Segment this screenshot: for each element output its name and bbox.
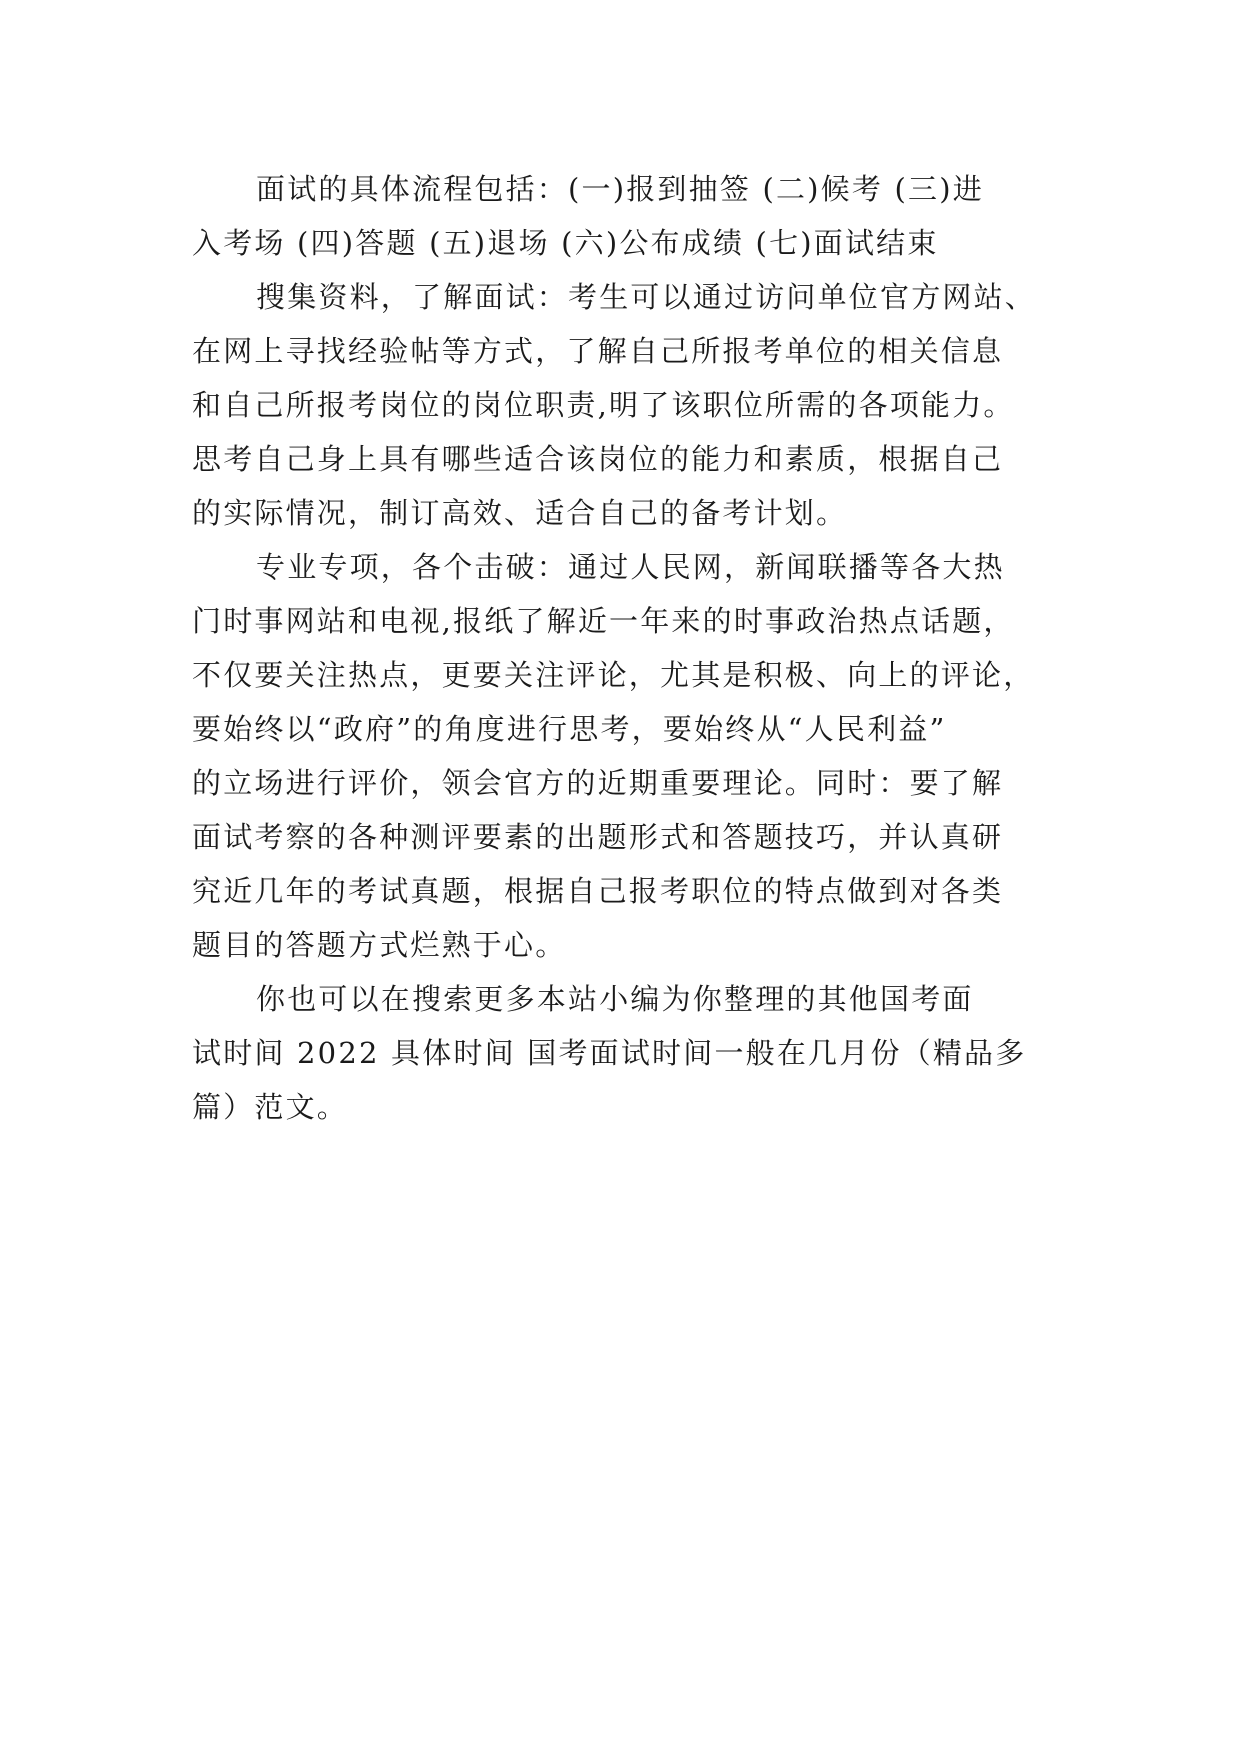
text-line: 试时间 2022 具体时间 国考面试时间一般在几月份（精品多	[192, 1036, 1027, 1070]
text-line: 你也可以在搜索更多本站小编为你整理的其他国考面	[256, 982, 974, 1016]
text-line: 专业专项，各个击破：通过人民网，新闻联播等各大热	[256, 550, 1005, 584]
text-line: 和自己所报考岗位的岗位职责,明了该职位所需的各项能力。	[192, 388, 1015, 422]
text-line: 入考场 (四)答题 (五)退场 (六)公布成绩 (七)面试结束	[192, 226, 939, 260]
paragraph-interview-process	[192, 162, 1052, 270]
text-line: 搜集资料，了解面试：考生可以通过访问单位官方网站、	[256, 280, 1037, 314]
text-line: 的实际情况，制订高效、适合自己的备考计划。	[192, 496, 848, 530]
text-line: 思考自己身上具有哪些适合该岗位的能力和素质，根据自己	[192, 442, 1004, 476]
text-line: 的立场进行评价，领会官方的近期重要理论。同时：要了解	[192, 766, 1004, 800]
text-line: 面试的具体流程包括：(一)报到抽签 (二)候考 (三)进	[256, 172, 984, 206]
document-body	[192, 162, 1052, 1134]
paragraph-specialized-practice	[192, 540, 1052, 972]
text-line: 要始终以“政府”的角度进行思考，要始终从“人民利益”	[192, 712, 947, 746]
paragraph-more-articles	[192, 972, 1052, 1134]
text-line: 究近几年的考试真题，根据自己报考职位的特点做到对各类	[192, 874, 1004, 908]
text-line: 题目的答题方式烂熟于心。	[192, 928, 567, 962]
paragraph-collect-materials	[192, 270, 1052, 540]
text-line: 面试考察的各种测评要素的出题形式和答题技巧，并认真研	[192, 820, 1004, 854]
text-line: 不仅要关注热点，更要关注评论，尤其是积极、向上的评论，	[192, 658, 1035, 692]
text-line: 在网上寻找经验帖等方式，了解自己所报考单位的相关信息	[192, 334, 1004, 368]
text-line: 篇）范文。	[192, 1090, 349, 1124]
text-line: 门时事网站和电视,报纸了解近一年来的时事政治热点话题，	[192, 604, 1015, 638]
